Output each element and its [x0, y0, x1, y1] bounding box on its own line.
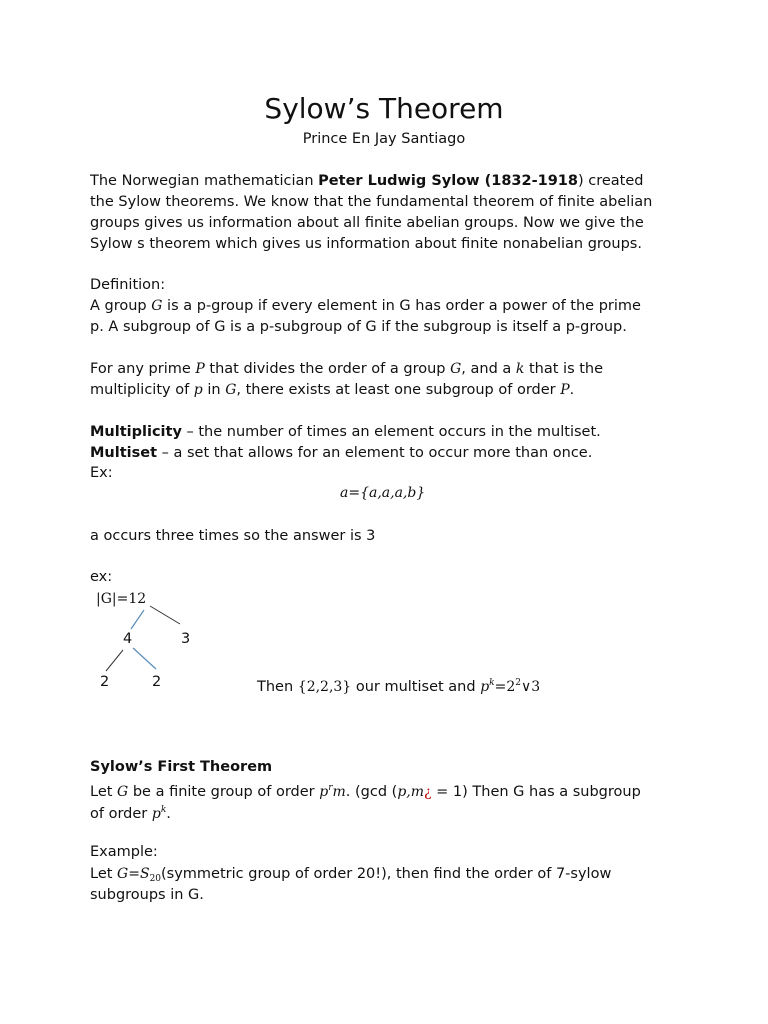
multiplicity-term: Multiplicity — [90, 424, 182, 440]
math-exp: k — [489, 678, 495, 688]
prime-text: For any prime — [90, 361, 196, 377]
first-theorem-line-2 — [90, 800, 171, 825]
intro-line-4: Sylow s theorem which gives us information about finite nonabelian groups. — [90, 236, 642, 252]
tree-edge — [131, 610, 144, 629]
theorem-text: . (gcd ( — [345, 784, 398, 800]
math-exp: 2 — [515, 678, 521, 688]
tree-node-4: 4 — [123, 631, 133, 647]
tree-edge — [133, 648, 156, 669]
tree-edge — [150, 606, 180, 624]
math-var: p — [480, 679, 490, 695]
math-var: G — [450, 361, 462, 377]
math-punct: . — [569, 382, 575, 398]
prime-text: , and a — [461, 361, 516, 377]
example3-label: Example: — [90, 844, 158, 860]
math-var: p,m — [397, 784, 425, 800]
math-sub: 20 — [149, 874, 162, 884]
math-eq: = — [128, 866, 140, 882]
definition-text: A group — [90, 298, 152, 314]
theorem-text: = 1) Then G has a subgroup — [431, 784, 641, 800]
math-exp: r — [328, 783, 333, 793]
multiset-def: – a set that allows for an element to occur more than once. — [157, 445, 593, 461]
math-multiset: {2,2,3} — [297, 679, 352, 695]
conclusion-text: Then — [257, 679, 298, 695]
intro-line-3: groups gives us information about all finite abelian groups. Now we give the — [90, 215, 644, 231]
definition-line-2: p. A subgroup of G is a p-subgroup of G if the subgroup is itself a p-group. — [90, 319, 627, 335]
tree-node-2a: 2 — [100, 674, 110, 690]
math-var: G — [117, 784, 129, 800]
conclusion-text: our multiset and — [351, 679, 481, 695]
document-title: Sylow’s Theorem — [264, 92, 504, 125]
theorem-text: be a finite group of order — [128, 784, 320, 800]
theorem-text: . — [166, 806, 171, 822]
first-theorem-line-1 — [90, 778, 641, 803]
example-text: (symmetric group of order 20!), then find the order of 7-sylow — [161, 866, 612, 882]
example1-answer: a occurs three times so the answer is 3 — [90, 528, 376, 544]
math-glyph: ¿ — [424, 784, 432, 800]
prime-text: , there exists at least one subgroup of order — [236, 382, 561, 398]
sylow-name: Peter Ludwig Sylow (1832-1918 — [318, 173, 578, 189]
theorem-text: of order — [90, 806, 152, 822]
example2-label: ex: — [90, 569, 113, 585]
definition-heading: Definition: — [90, 277, 166, 293]
math-var: k — [515, 361, 525, 377]
prime-text: that is the — [524, 361, 604, 377]
math-var: m — [332, 784, 346, 800]
math-var: P — [195, 361, 205, 377]
math-var: p — [151, 806, 161, 822]
first-theorem-heading: Sylow’s First Theorem — [90, 759, 273, 775]
tree-edge — [106, 650, 123, 671]
tree-node-3: 3 — [181, 631, 191, 647]
prime-text: in — [202, 382, 226, 398]
math-var: p — [193, 382, 203, 398]
prime-text: multiplicity of — [90, 382, 194, 398]
multiset-formula: a={a,a,a,b} — [340, 485, 426, 501]
definition-text: is a p-group if every element in G has order a power of the prime — [162, 298, 641, 314]
prime-text: that divides the order of a group — [204, 361, 451, 377]
math-var: p — [319, 784, 329, 800]
theorem-text: Let — [90, 784, 118, 800]
math-eq: =2 — [494, 679, 516, 695]
math-var: G — [225, 382, 237, 398]
document-author: Prince En Jay Santiago — [302, 131, 466, 147]
group-order-formula: |G|=12 — [96, 591, 147, 607]
multiset-conclusion — [257, 673, 540, 698]
math-rest: ∨3 — [521, 679, 541, 695]
multiset-term: Multiset — [90, 445, 158, 461]
intro-line-2: the Sylow theorems. We know that the fundamental theorem of finite abelian — [90, 194, 653, 210]
intro-text: ) created — [577, 173, 644, 189]
example3-line-2: subgroups in G. — [90, 887, 204, 903]
tree-node-2b: 2 — [152, 674, 162, 690]
math-var: G — [151, 298, 163, 314]
math-var: S — [139, 866, 150, 882]
example1-label: Ex: — [90, 465, 113, 481]
intro-text: The Norwegian mathematician — [90, 173, 319, 189]
example-text: Let — [90, 866, 118, 882]
multiplicity-def: – the number of times an element occurs in the multiset. — [181, 424, 601, 440]
math-var: P — [560, 382, 570, 398]
math-exp: k — [160, 805, 167, 815]
math-var: G — [117, 866, 129, 882]
